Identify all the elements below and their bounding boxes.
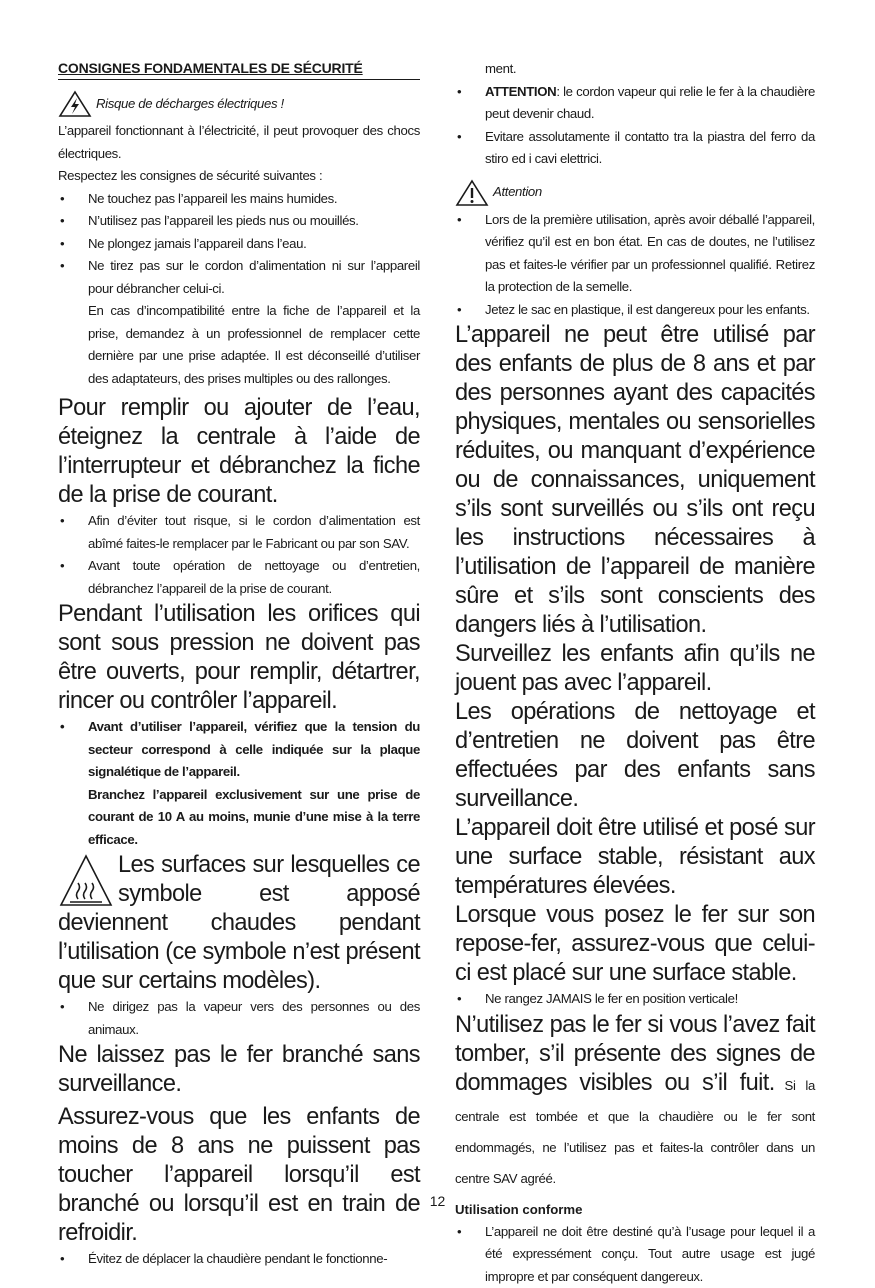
left-column — [58, 58, 420, 1271]
warning-hot-surface: Les surfaces sur lesquelles ce symbole est apposé deviennent chaudes pendant l’utilisation (ce symbole n’est présent que sur certains modèles). — [58, 851, 420, 996]
instructions-lead: Respectez les consignes de sécurité suivantes : — [58, 165, 420, 188]
electric-warning-label: Risque de décharges électriques ! — [96, 93, 284, 116]
list-item: • Avant d’utiliser l’appareil, vérifiez que la tension du secteur correspond à celle indiquée sur la plaque signalétique de l’appareil. — [58, 716, 420, 784]
moving-bullet-list — [58, 1248, 420, 1271]
list-item: • Ne tirez pas sur le cordon d’alimentation ni sur l’appareil pour débrancher celui-ci. — [58, 255, 420, 300]
list-item: • Ne touchez pas l’appareil les mains humides. — [58, 188, 420, 211]
list-item: • L’appareil ne doit être destiné qu’à l’usage pour lequel il a été expressément conçu. Tout autre usage est jugé impropre et par conséquent dangereux. — [455, 1221, 815, 1288]
dropped-iron-detail: Si la centrale est tombée et que la chaudière ou le fer sont endommagés, ne l’utilisez pas et faites-la contrôler dans un centre SAV agréé. — [455, 1078, 815, 1186]
voltage-bullet-list — [58, 716, 420, 851]
warning-supervise-children: Surveillez les enfants afin qu’ils ne jouent pas avec l’appareil. — [455, 640, 815, 698]
list-item: • Ne rangez JAMAIS le fer en position verticale! — [455, 988, 815, 1011]
list-item — [455, 81, 815, 126]
list-item: • Jetez le sac en plastique, il est dangereux pour les enfants. — [455, 299, 815, 322]
list-item: • Evitare assolutamente il contatto tra la piastra del ferro da stiro ed i cavi elettrici. — [455, 126, 815, 171]
dropped-iron-text: N’utilisez pas le fer si vous l’avez fait tomber, s’il présente des signes de dommages visibles ou s’il fuit. — [455, 1012, 815, 1096]
electric-bullet-list — [58, 188, 420, 391]
steam-bullet-list — [58, 996, 420, 1041]
warning-iron-rest: Lorsque vous posez le fer sur son repose-fer, assurez-vous que celui-ci est placé sur une surface stable. — [455, 901, 815, 988]
list-item-continuation: Branchez l’appareil exclusivement sur une prise de courant de 10 A au moins, munie d’une mise à la terre efficace. — [58, 784, 420, 852]
list-item: • Évitez de déplacer la chaudière pendant le fonctionne- — [58, 1248, 420, 1271]
electric-hazard-icon — [58, 90, 92, 118]
warning-dropped-iron — [455, 1011, 815, 1193]
list-item-continuation: ment. — [455, 58, 815, 81]
right-column — [455, 58, 815, 1288]
warning-unattended: Ne laissez pas le fer branché sans surveillance. — [58, 1041, 420, 1099]
subtitle-intended-use: Utilisation conforme — [455, 1199, 815, 1221]
warning-icon — [455, 179, 489, 207]
attention-text: : le cordon vapeur qui relie le fer à la chaudière peut devenir chaud. — [485, 84, 815, 122]
list-item: • Afin d’éviter tout risque, si le cordon d’alimentation est abîmé faites-le remplacer par le Fabricant ou par son SAV. — [58, 510, 420, 555]
warning-pressure: Pendant l’utilisation les orifices qui sont sous pression ne doivent pas être ouverts, pour remplir, détartrer, rincer ou contrôler l’appareil. — [58, 600, 420, 716]
warning-cleaning-children: Les opérations de nettoyage et d’entretien ne doivent pas être effectuées par des enfants sans surveillance. — [455, 698, 815, 814]
hot-surface-icon — [58, 853, 114, 909]
warning-refill: Pour remplir ou ajouter de l’eau, éteignez la centrale à l’aide de l’interrupteur et débranchez la fiche de la prise de courant. — [58, 394, 420, 510]
list-item: • Lors de la première utilisation, après avoir déballé l’appareil, vérifiez qu’il est en bon état. En cas de doutes, ne l’utilisez pas et faites-le vérifier par un professionnel qualifié. Retirez la protection de la semelle. — [455, 209, 815, 299]
intro-paragraph: L’appareil fonctionnant à l’électricité, il peut provoquer des chocs électriques. — [58, 120, 420, 165]
first-use-bullet-list — [455, 209, 815, 322]
cord-bullet-list — [58, 510, 420, 600]
intended-use-bullet-list — [455, 1221, 815, 1288]
list-item: • Ne plongez jamais l’appareil dans l’eau. — [58, 233, 420, 256]
page-number: 12 — [0, 1193, 875, 1209]
warning-children-under-8: Assurez-vous que les enfants de moins de 8 ans ne puissent pas toucher l’appareil lorsqu’il est branché ou lorsqu’il est en train de refroidir. — [58, 1103, 420, 1248]
warning-stable-surface: L’appareil doit être utilisé et posé sur une surface stable, résistant aux températures élevées. — [455, 814, 815, 901]
cord-heat-bullet-list — [455, 58, 815, 171]
list-item-continuation: En cas d’incompatibilité entre la fiche de l’appareil et la prise, demandez à un professionnel de remplacer cette dernière par une prise adaptée. Il est déconseillé d’utiliser des adaptateurs, des prises multiples ou des rallonges. — [58, 300, 420, 390]
attention-warning-label: Attention — [493, 181, 542, 204]
hot-surface-block — [58, 851, 420, 996]
attention-warning — [455, 177, 815, 209]
list-item: • Avant toute opération de nettoyage ou d’entretien, débranchez l’appareil de la prise de courant. — [58, 555, 420, 600]
attention-label: ATTENTION — [485, 84, 556, 99]
section-title: CONSIGNES FONDAMENTALES DE SÉCURITÉ — [58, 58, 420, 80]
electric-warning — [58, 88, 420, 120]
warning-children-use: L’appareil ne peut être utilisé par des enfants de plus de 8 ans et par des personnes ayant des capacités physiques, mentales ou sensorielles réduites, ou manquant d’expérience ou de connaissances, uniquement s’ils sont surveillés ou s’ils ont reçu les instructions nécessaires à l’utilisation de l’appareil de manière sûre et s’ils sont conscients des dangers liés à l’utilisation. — [455, 321, 815, 640]
storage-bullet-list — [455, 988, 815, 1011]
list-item: • N’utilisez pas l’appareil les pieds nus ou mouillés. — [58, 210, 420, 233]
list-item: • Ne dirigez pas la vapeur vers des personnes ou des animaux. — [58, 996, 420, 1041]
